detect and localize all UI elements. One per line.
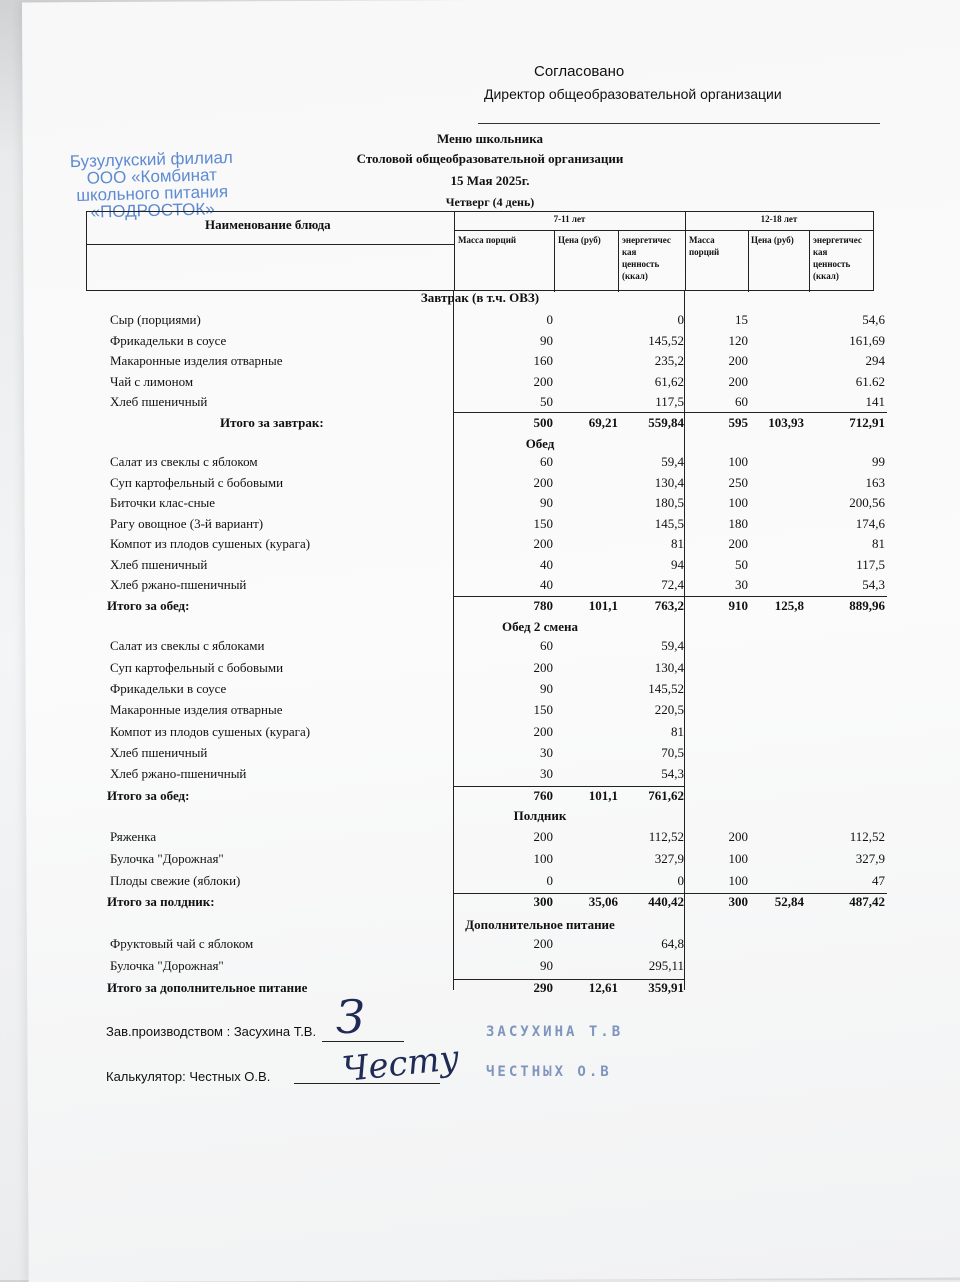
energy-7-11-cell: 64,8 [661,936,684,951]
mass-12-18-cell: 200 [728,374,748,389]
mass-7-11-cell: 200 [533,829,553,844]
price-7-11-cell: 101,1 [588,598,618,613]
mass-7-11-cell: 100 [533,851,553,866]
section-breakfast: Завтрак (в т.ч. ОВЗ) [420,290,540,305]
dish-name: Ряженка [110,829,157,844]
column-divider-12-18 [684,291,685,990]
production-manager-label: Зав.производством : Засухина Т.В. [106,1024,317,1039]
energy-12-18-cell: 163 [865,475,885,490]
menu-title: Меню школьника [436,131,544,146]
energy-12-18-cell: 487,42 [849,894,885,909]
energy-7-11-cell: 112,52 [648,829,684,844]
mass-12-18-cell: 100 [728,873,748,888]
energy-7-11-cell: 0 [677,873,684,888]
energy-header-1: энергетичес кая ценность (ккал) [622,235,671,281]
energy-12-18-cell: 54,6 [862,312,885,327]
energy-12-18-cell: 174,6 [855,516,885,531]
dish-name: Компот из плодов сушеных (курага) [110,536,311,551]
dish-name: Салат из свеклы с яблоком [110,454,258,469]
section-snack: Полдник [513,808,567,823]
director-label: Директор общеобразовательной организации [484,86,782,102]
mass-7-11-cell: 50 [540,394,553,409]
mass-7-11-cell: 300 [533,894,553,909]
mass-header-1: Масса порций [458,235,517,245]
price-header-2: Цена (руб) [751,235,794,245]
price-7-11-cell: 12,61 [588,980,618,995]
energy-7-11-cell: 70,5 [661,745,684,760]
mass-7-11-cell: 200 [533,536,553,551]
mass-7-11-cell: 150 [533,702,553,717]
mass-7-11-cell: 290 [533,980,553,995]
mass-7-11-cell: 90 [540,681,553,696]
dish-name: Хлеб пшеничный [110,394,208,409]
mass-7-11-cell: 90 [540,958,553,973]
energy-12-18-cell: 81 [872,536,885,551]
mass-header-2: Масса порций [689,235,720,257]
subtotal-label: Итого за обед: [107,788,190,803]
mass-7-11-cell: 500 [533,415,553,430]
calculator-label: Калькулятор: Честных О.В. [106,1069,271,1084]
energy-7-11-cell: 72,4 [661,577,684,592]
energy-7-11-cell: 220,5 [654,702,684,717]
stamp-line-4: «ПОДРОСТОК» [90,199,215,222]
stamp-line-3: школьного питания [76,182,229,205]
age-group-12-18: 12-18 лет [760,214,798,224]
dish-name: Компот из плодов сушеных (курага) [110,724,311,739]
price-7-11-cell: 69,21 [588,415,618,430]
subtotal-label: Итого за завтрак: [220,415,324,430]
column-divider-7-11 [453,291,454,990]
mass-7-11-cell: 90 [540,333,553,348]
dish-name: Сыр (порциями) [110,312,201,327]
mass-7-11-cell: 150 [533,516,553,531]
mass-7-11-cell: 60 [540,454,553,469]
mass-7-11-cell: 200 [533,936,553,951]
energy-12-18-cell: 117,5 [856,557,885,572]
dish-name: Фрикадельки в соусе [110,333,227,348]
price-header-1: Цена (руб) [558,235,601,245]
section-lunch-shift-2: Обед 2 смена [501,619,578,634]
energy-7-11-cell: 327,9 [654,851,684,866]
energy-7-11-cell: 81 [671,536,684,551]
energy-7-11-cell: 145,52 [648,681,684,696]
price-12-18-cell: 52,84 [774,894,804,909]
energy-header-2: энергетичес кая ценность (ккал) [813,235,862,281]
dish-name: Булочка "Дорожная" [110,851,224,866]
energy-7-11-cell: 359,91 [648,980,684,995]
energy-12-18-cell: 47 [872,873,885,888]
energy-7-11-cell: 440,42 [648,894,684,909]
mass-7-11-cell: 40 [540,577,553,592]
mass-7-11-cell: 200 [533,724,553,739]
mass-12-18-cell: 30 [735,577,748,592]
mass-7-11-cell: 60 [540,638,553,653]
mass-7-11-cell: 160 [533,353,553,368]
energy-7-11-cell: 235,2 [654,353,684,368]
mass-12-18-cell: 15 [735,312,748,327]
energy-7-11-cell: 81 [671,724,684,739]
dish-name: Салат из свеклы с яблоками [110,638,265,653]
energy-7-11-cell: 61,62 [654,374,684,389]
mass-12-18-cell: 180 [728,516,748,531]
mass-7-11-cell: 30 [540,745,553,760]
energy-12-18-cell: 61.62 [855,374,885,389]
price-12-18-cell: 103,93 [768,415,804,430]
mass-12-18-cell: 200 [728,536,748,551]
energy-7-11-cell: 559,84 [648,415,684,430]
mass-12-18-cell: 100 [728,454,748,469]
production-signature: З [336,990,365,1044]
production-name-stamp: ЗАСУХИНА Т.В [486,1024,624,1040]
subtotal-label: Итого за дополнительное питание [107,980,308,995]
energy-7-11-cell: 130,4 [654,475,684,490]
mass-7-11-cell: 90 [540,495,553,510]
energy-12-18-cell: 54,3 [862,577,885,592]
dish-name: Хлеб ржано-пшеничный [110,577,247,592]
mass-7-11-cell: 0 [546,312,553,327]
energy-7-11-cell: 59,4 [661,638,684,653]
price-7-11-cell: 35,06 [588,894,618,909]
mass-12-18-cell: 120 [728,333,748,348]
mass-12-18-cell: 60 [735,394,748,409]
mass-12-18-cell: 200 [728,353,748,368]
mass-12-18-cell: 50 [735,557,748,572]
mass-12-18-cell: 100 [728,495,748,510]
mass-12-18-cell: 200 [728,829,748,844]
energy-12-18-cell: 99 [872,454,885,469]
mass-12-18-cell: 910 [728,598,748,613]
dish-name: Хлеб пшеничный [110,745,208,760]
price-12-18-cell: 125,8 [774,598,804,613]
table-header [86,211,874,291]
rule-lunch-2 [453,786,685,787]
dish-name: Хлеб пшеничный [110,557,208,572]
mass-12-18-cell: 250 [728,475,748,490]
subtotal-label: Итого за обед: [107,598,190,613]
mass-12-18-cell: 300 [728,894,748,909]
dish-name: Суп картофельный с бобовыми [110,475,284,490]
dish-name: Макаронные изделия отварные [110,702,283,717]
mass-7-11-cell: 30 [540,766,553,781]
energy-7-11-cell: 130,4 [654,660,684,675]
energy-12-18-cell: 889,96 [849,598,885,613]
dish-name: Фрикадельки в соусе [110,681,227,696]
energy-7-11-cell: 145,5 [654,516,684,531]
dish-name-header: Наименование блюда [205,217,331,232]
mass-7-11-cell: 780 [533,598,553,613]
energy-12-18-cell: 141 [865,394,885,409]
mass-12-18-cell: 595 [728,415,748,430]
energy-7-11-cell: 94 [671,557,684,572]
calculator-name-stamp: ЧЕСТНЫХ О.В [486,1064,612,1080]
energy-7-11-cell: 180,5 [654,495,684,510]
director-signature-line [478,123,880,124]
dish-name: Биточки клас-сные [110,495,216,510]
dish-name: Рагу овощное (3-й вариант) [110,516,264,531]
rule-lunch [453,596,887,597]
section-lunch: Обед [525,436,555,451]
menu-day: Четверг (4 день) [445,195,535,209]
approved-label: Согласовано [534,63,625,80]
energy-7-11-cell: 117,5 [655,394,684,409]
dish-name: Плоды свежие (яблоки) [110,873,241,888]
menu-subtitle: Столовой общеобразовательной организации [356,151,624,166]
energy-7-11-cell: 763,2 [654,598,684,613]
energy-7-11-cell: 145,52 [648,333,684,348]
mass-7-11-cell: 0 [546,873,553,888]
section-extra: Дополнительное питание [465,917,615,932]
subtotal-label: Итого за полдник: [107,894,215,909]
stamp-line-2: ООО «Комбинат [86,165,218,188]
calculator-signature: Честу [340,1037,462,1091]
energy-12-18-cell: 161,69 [849,333,885,348]
dish-name: Суп картофельный с бобовыми [110,660,284,675]
mass-7-11-cell: 200 [533,374,553,389]
energy-12-18-cell: 112,52 [849,829,885,844]
dish-name: Чай с лимоном [110,374,194,389]
mass-7-11-cell: 200 [533,475,553,490]
energy-12-18-cell: 712,91 [849,415,885,430]
energy-7-11-cell: 59,4 [661,454,684,469]
mass-7-11-cell: 40 [540,557,553,572]
energy-7-11-cell: 54,3 [661,766,684,781]
mass-7-11-cell: 200 [533,660,553,675]
rule-breakfast [453,412,887,413]
menu-date: 15 Мая 2025г. [450,173,530,188]
energy-7-11-cell: 295,11 [648,958,684,973]
stamp-line-1: Бузулукский филиал [69,147,234,172]
mass-7-11-cell: 760 [533,788,553,803]
dish-name: Фруктовый чай с яблоком [110,936,254,951]
energy-12-18-cell: 327,9 [855,851,885,866]
energy-7-11-cell: 0 [677,312,684,327]
energy-7-11-cell: 761,62 [648,788,684,803]
mass-12-18-cell: 100 [728,851,748,866]
age-group-7-11: 7-11 лет [553,214,586,224]
price-7-11-cell: 101,1 [588,788,618,803]
energy-12-18-cell: 294 [865,353,885,368]
energy-12-18-cell: 200,56 [849,495,885,510]
dish-name: Хлеб ржано-пшеничный [110,766,247,781]
dish-name: Макаронные изделия отварные [110,353,283,368]
dish-name: Булочка "Дорожная" [110,958,224,973]
